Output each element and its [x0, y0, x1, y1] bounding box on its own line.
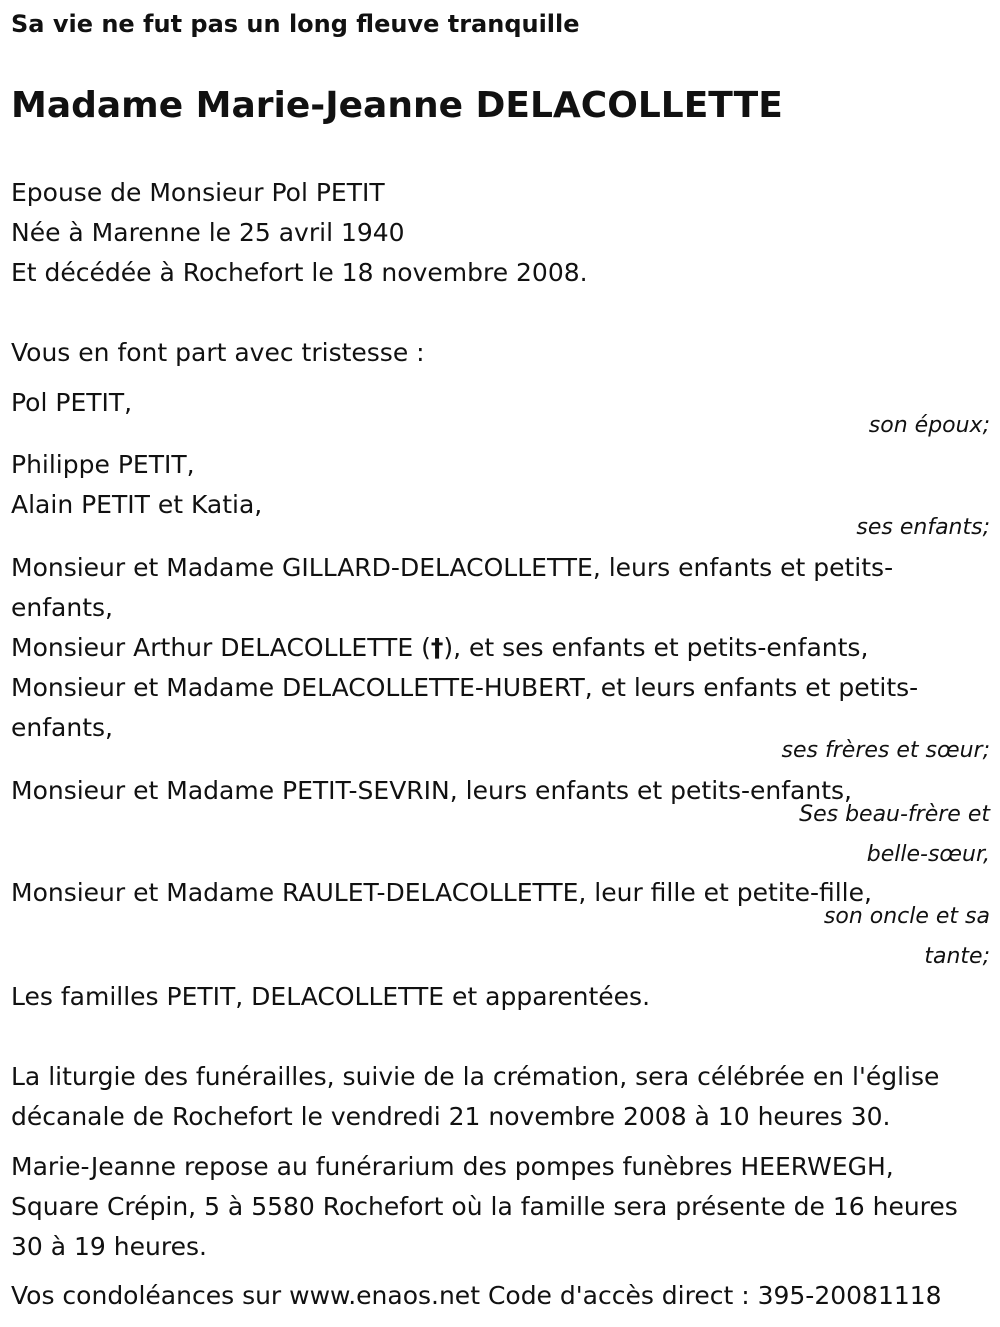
spouse-name: Pol PETIT,	[11, 388, 133, 417]
uncle-aunt-role: son oncle et sa	[823, 904, 990, 929]
child-name: Alain PETIT et Katia,	[11, 490, 263, 519]
ceremony-paragraph: La liturgie des funérailles, suivie de la crémation, sera célébrée en l'église décanale de Rochefort le vendredi 21 novembre 2008 à 10 heures 30.	[11, 1062, 940, 1131]
cross-icon: †	[430, 633, 444, 662]
spouse-line: Epouse de Monsieur Pol PETIT	[11, 178, 385, 207]
children-role: ses enfants;	[856, 515, 990, 540]
motto-heading: Sa vie ne fut pas un long fleuve tranquille	[11, 10, 580, 38]
inlaws-role: belle-sœur,	[866, 842, 990, 867]
uncle-aunt-role: tante;	[924, 944, 990, 969]
sibling-entry-text: Monsieur Arthur DELACOLLETTE (	[11, 633, 431, 662]
sibling-entry-text: ), et ses enfants et petits-enfants,	[443, 633, 869, 662]
birth-line: Née à Marenne le 25 avril 1940	[11, 218, 405, 247]
announcement: Vous en font part avec tristesse :	[11, 338, 425, 367]
death-line: Et décédée à Rochefort le 18 novembre 2008.	[11, 258, 588, 287]
spouse-role: son époux;	[868, 413, 990, 438]
siblings-role: ses frères et sœur;	[781, 738, 990, 763]
sibling-entry: Monsieur et Madame GILLARD-DELACOLLETTE, leurs enfants et petits-enfants,	[11, 553, 894, 622]
inlaws-entry: Monsieur et Madame PETIT-SEVRIN, leurs enfants et petits-enfants,	[11, 776, 852, 805]
sibling-entry: Monsieur et Madame DELACOLLETTE-HUBERT, et leurs enfants et petits-enfants,	[11, 673, 919, 742]
families-line: Les familles PETIT, DELACOLLETTE et apparentées.	[11, 982, 651, 1011]
child-name: Philippe PETIT,	[11, 450, 195, 479]
visitation-paragraph: Marie-Jeanne repose au funérarium des pompes funèbres HEERWEGH, Square Crépin, 5 à 5580 Rochefort où la famille sera présente de 16 heures 30 à 19 heures.	[11, 1152, 958, 1261]
condolences-line: Vos condoléances sur www.enaos.net Code d'accès direct : 395-20081118	[11, 1281, 942, 1310]
inlaws-role: Ses beau-frère et	[799, 802, 990, 827]
sibling-entry	[11, 628, 868, 668]
uncle-aunt-entry: Monsieur et Madame RAULET-DELACOLLETTE, leur fille et petite-fille,	[11, 878, 872, 907]
deceased-name: Madame Marie-Jeanne DELACOLLETTE	[11, 85, 783, 126]
